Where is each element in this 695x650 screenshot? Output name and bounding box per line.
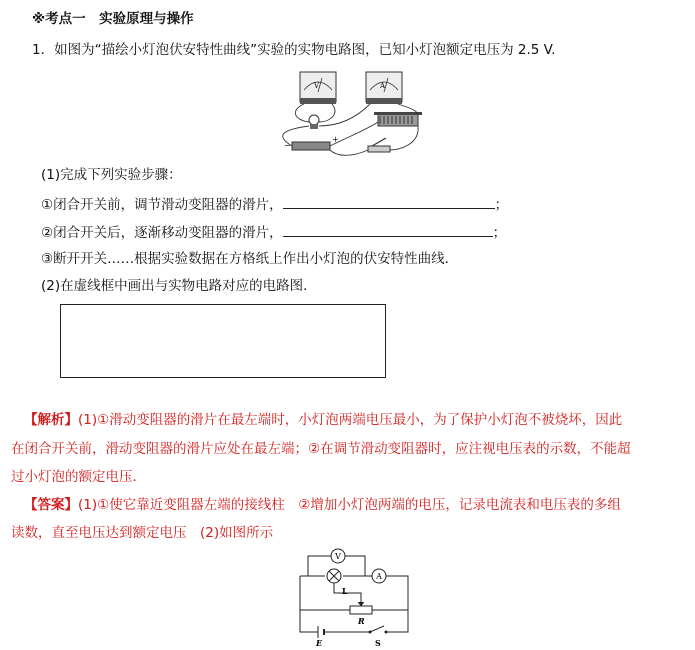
switch-photo-icon xyxy=(368,138,390,152)
part1-label: (1)完成下列实验步骤： xyxy=(41,167,182,183)
lamp-label: L xyxy=(342,586,348,596)
battery-minus-label: − xyxy=(284,141,291,150)
battery-label: E xyxy=(316,638,323,648)
switch-label: S xyxy=(375,638,381,648)
rheostat-icon xyxy=(350,600,372,626)
answer-tag: 【答案】 xyxy=(24,497,78,513)
apparatus-figure xyxy=(270,66,430,162)
step2-blank[interactable] xyxy=(283,222,493,237)
step2-end: ； xyxy=(492,225,507,241)
ammeter-icon xyxy=(372,569,386,583)
step1-row xyxy=(41,194,508,214)
question-stem: 1．如图为“描绘小灯泡伏安特性曲线”实验的实物电路图，已知小灯泡额定电压为 2.5 V. xyxy=(32,42,556,58)
ammeter-photo-label: A xyxy=(380,82,386,90)
voltmeter-photo-icon xyxy=(300,72,336,104)
answer-line2: 读数，直至电压达到额定电压 (2)如图所示 xyxy=(11,525,274,541)
ammeter-label: A xyxy=(376,572,382,581)
step2-row xyxy=(41,222,506,242)
switch-icon xyxy=(369,631,388,649)
section-title: ※考点一 实验原理与操作 xyxy=(32,11,194,27)
analysis-line1 xyxy=(24,411,622,429)
step2-text: ②闭合开关后，逐渐移动变阻器的滑片， xyxy=(41,225,283,241)
rheostat-label: R xyxy=(358,616,365,626)
part2-label: (2)在虚线框中画出与实物电路对应的电路图． xyxy=(41,278,317,294)
analysis-text1: (1)①滑动变阻器的滑片在最左端时，小灯泡两端电压最小，为了保护小灯泡不被烧坏，因此 xyxy=(78,412,623,428)
step1-text: ①闭合开关前，调节滑动变阻器的滑片， xyxy=(41,197,283,213)
step3-text: ③断开开关……根据实验数据在方格纸上作出小灯泡的伏安特性曲线． xyxy=(41,251,459,267)
analysis-line2: 在闭合开关前，滑动变阻器的滑片应处在最左端；②在调节滑动变阻器时，应注视电压表的示数，不能超 xyxy=(11,441,631,457)
rheostat-photo-icon xyxy=(374,112,422,126)
voltmeter-icon xyxy=(331,549,345,563)
battery-icon xyxy=(315,626,324,648)
answer-text1: (1)①使它靠近变阻器左端的接线柱 ②增加小灯泡两端的电压，记录电流表和电压表的多组 xyxy=(78,497,621,513)
circuit-diagram xyxy=(280,546,420,648)
battery-photo-icon xyxy=(284,135,339,150)
drawing-box[interactable] xyxy=(60,304,386,378)
bulb-photo-icon xyxy=(309,115,319,129)
step1-end: ； xyxy=(494,197,509,213)
step1-blank[interactable] xyxy=(283,194,495,209)
voltmeter-label: V xyxy=(335,552,341,561)
voltmeter-photo-label: V xyxy=(314,82,320,90)
ammeter-photo-icon xyxy=(366,72,402,104)
analysis-line3: 过小灯泡的额定电压． xyxy=(11,469,146,485)
analysis-tag: 【解析】 xyxy=(24,412,78,428)
answer-line1 xyxy=(24,496,621,514)
lamp-icon xyxy=(327,569,348,596)
battery-plus-label: + xyxy=(332,135,339,144)
